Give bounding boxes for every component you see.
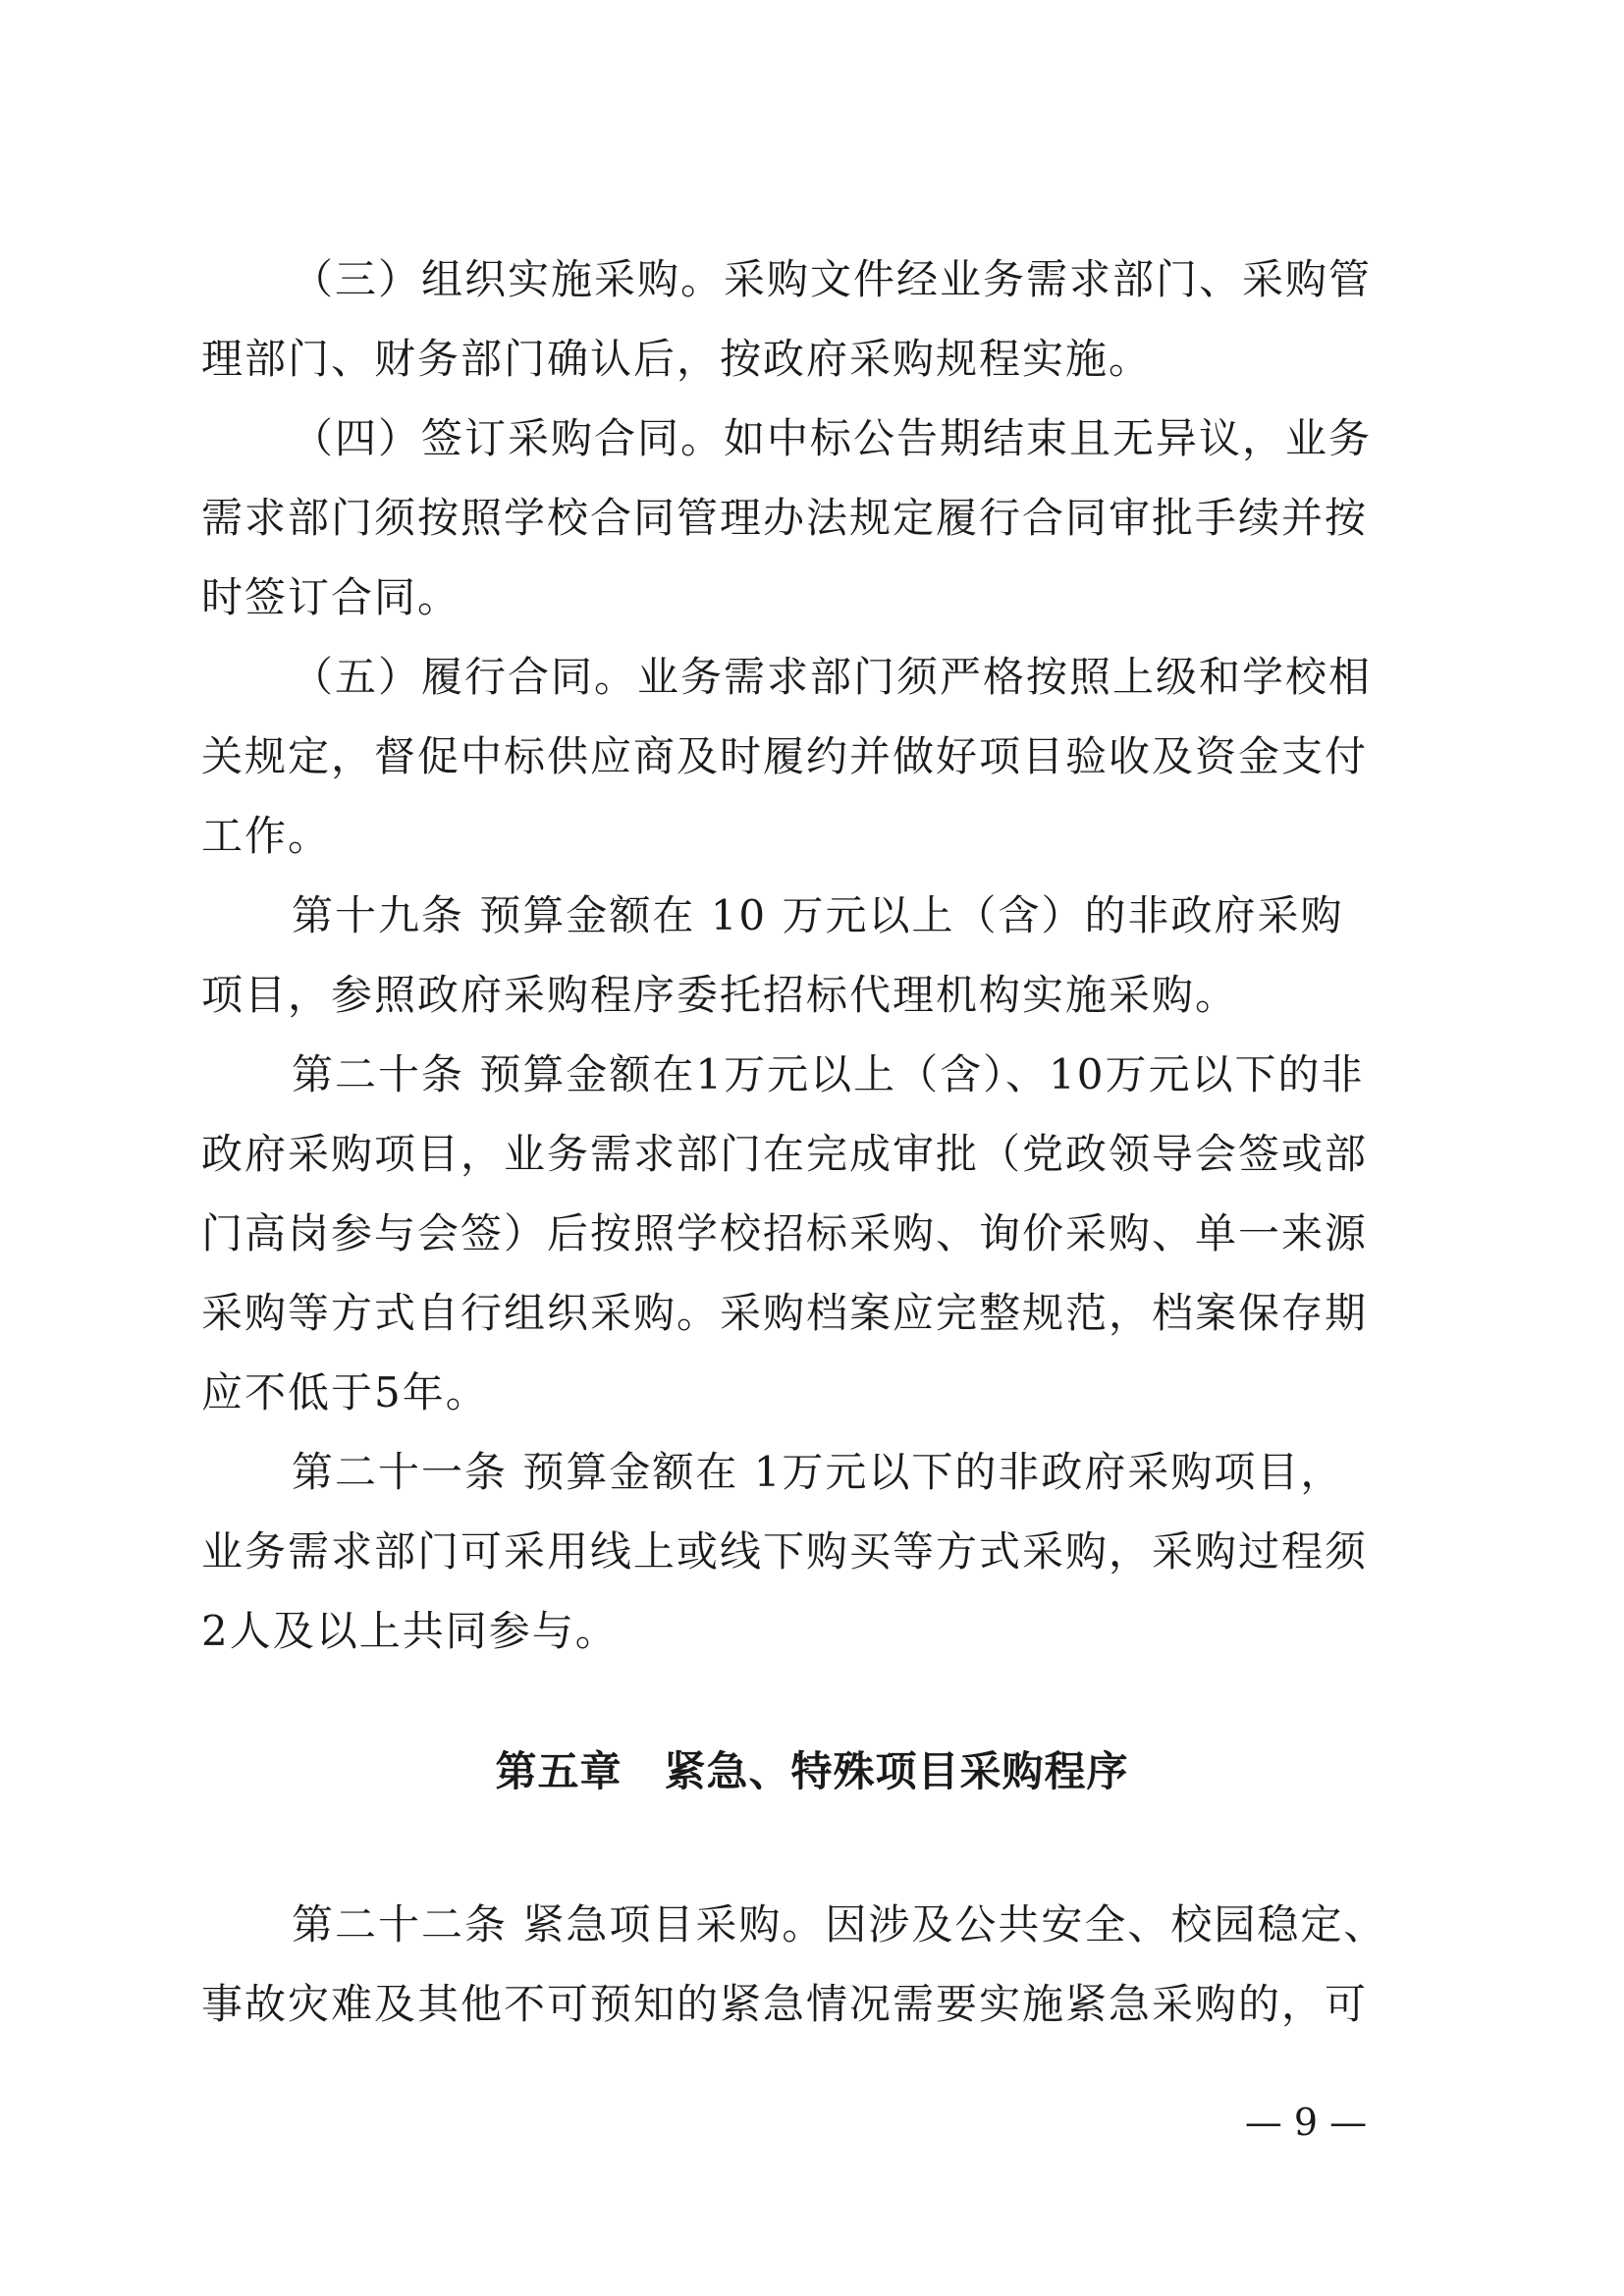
paragraph-line: 工作。 [201, 812, 332, 860]
paragraph-line: （四）签订采购合同。如中标公告期结束且无异议，业务 [292, 414, 1373, 462]
paragraph-line: 第二十条 预算金额在1万元以上（含）、10万元以下的非 [292, 1050, 1365, 1098]
paragraph-line: （五）履行合同。业务需求部门须严格按照上级和学校相 [292, 653, 1373, 701]
page-number: — 9 — [1244, 2101, 1368, 2144]
paragraph-line: 政府采购项目，业务需求部门在完成审批（党政领导会签或部 [201, 1130, 1369, 1178]
paragraph-line: 第十九条 预算金额在 10 万元以上（含）的非政府采购 [292, 891, 1344, 939]
paragraph-line: 第二十一条 预算金额在 1万元以下的非政府采购项目， [292, 1448, 1344, 1496]
paragraph-line: 业务需求部门可采用线上或线下购买等方式采购，采购过程须 [201, 1527, 1369, 1575]
paragraph-line: 采购等方式自行组织采购。采购档案应完整规范，档案保存期 [201, 1289, 1369, 1337]
paragraph-line: 2人及以上共同参与。 [201, 1607, 619, 1655]
paragraph-line: （三）组织实施采购。采购文件经业务需求部门、采购管 [292, 255, 1373, 303]
paragraph-line: 关规定，督促中标供应商及时履约并做好项目验收及资金支付 [201, 732, 1369, 780]
paragraph-line: 时签订合同。 [201, 573, 461, 621]
paragraph-line: 事故灾难及其他不可预知的紧急情况需要实施紧急采购的，可 [201, 1980, 1369, 2028]
paragraph-line: 应不低于5年。 [201, 1368, 489, 1416]
paragraph-line: 项目，参照政府采购程序委托招标代理机构实施采购。 [201, 971, 1239, 1019]
paragraph-line: 需求部门须按照学校合同管理办法规定履行合同审批手续并按 [201, 494, 1369, 542]
chapter-heading: 第五章 紧急、特殊项目采购程序 [495, 1747, 1129, 1795]
paragraph-line: 第二十二条 紧急项目采购。因涉及公共安全、校园稳定、 [292, 1900, 1387, 1949]
paragraph-line: 门高岗参与会签）后按照学校招标采购、询价采购、单一来源 [201, 1209, 1369, 1257]
paragraph-line: 理部门、财务部门确认后，按政府采购规程实施。 [201, 335, 1153, 383]
